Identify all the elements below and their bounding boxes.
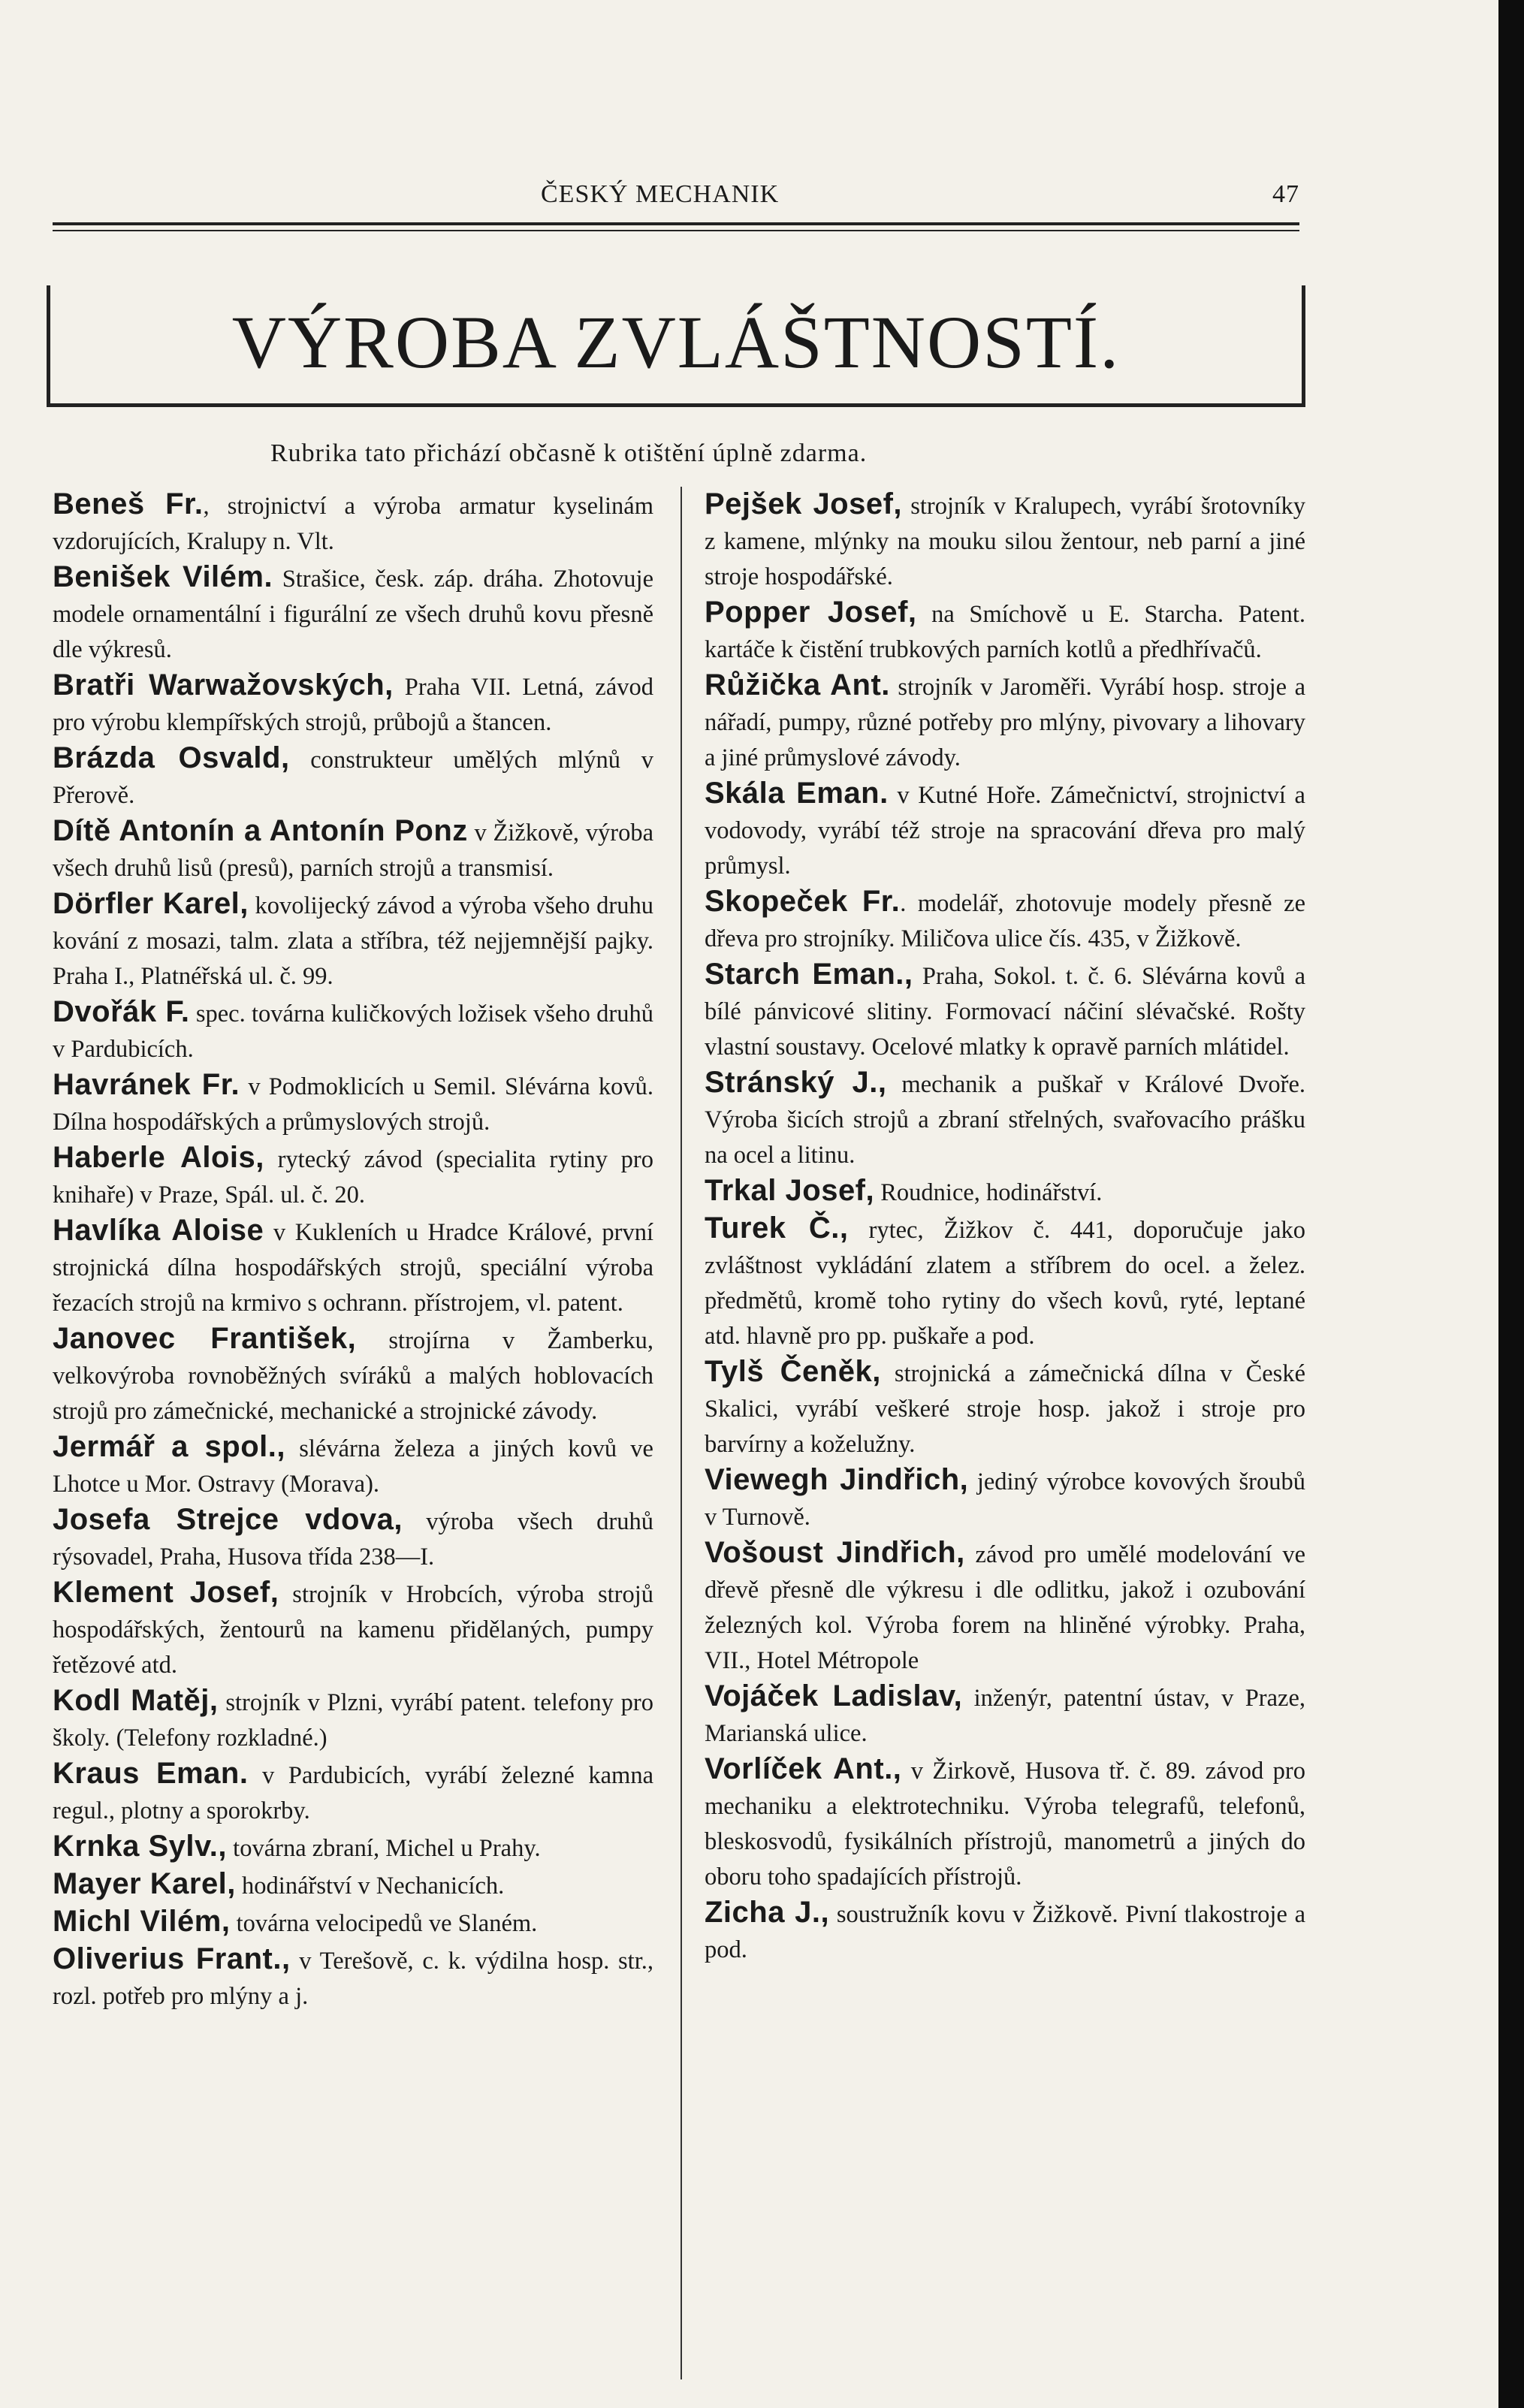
directory-entry [53,1904,653,1942]
directory-entry [705,1354,1305,1462]
entry-name: Trkal Josef, [705,1174,875,1207]
directory-entry [705,1895,1305,1968]
entry-name: Haberle Alois, [53,1141,264,1174]
directory-entry [53,1429,653,1502]
entry-name: Bratři Warwažovských, [53,668,394,702]
directory-entry [53,994,653,1067]
directory-entry [705,1752,1305,1895]
entry-name: Klement Josef, [53,1576,279,1609]
entry-name: Pejšek Josef, [705,487,903,521]
entry-text: Praha VII. Letná, závod pro výrobu klempířských strojů, průbojů a štancen. [53,674,654,736]
directory-entry [53,886,653,994]
entry-text: strojnická a zámečnická dílna v České Skalici, vyrábí veškeré stroje hosp. jakož i stroje pro barvírny a koželužny. [705,1360,1305,1458]
entry-name: Oliverius Frant., [53,1942,291,1975]
entry-name: Skopeček Fr. [705,885,901,918]
entry-text: v Kukleních u Hradce Králové, první strojnická dílna hospodářských strojů, speciální výroba řezacích strojů na krmivo s ochrann. přístrojem, vl. patent. [53,1219,653,1317]
directory-entry [53,487,653,560]
directory-entry [705,1211,1305,1354]
entry-text: mechanik a puškař v Králové Dvoře. Výroba šicích strojů a zbraní střelných, svařovacího prášku na ocel a litinu. [705,1071,1306,1169]
entry-name: Dörfler Karel, [53,887,249,920]
entry-name: Zicha J., [705,1896,830,1929]
entry-text: soustružník kovu v Žižkově. Pivní tlakostroje a pod. [705,1901,1305,1963]
directory-entry [53,1140,653,1213]
entry-text: v Terešově, c. k. výdilna hosp. str., rozl. potřeb pro mlýny a j. [53,1948,653,2010]
entry-name: Mayer Karel, [53,1867,236,1900]
entry-text: Roudnice, hodinářství. [874,1179,1103,1206]
left-column [53,487,653,2014]
directory-entry [705,668,1305,776]
page-number: 47 [1272,180,1299,208]
entry-name: Růžička Ant. [705,668,890,702]
entry-text: v Žižkově, výroba všech druhů lisů (presů), parních strojů a transmisí. [53,819,654,882]
entry-name: Josefa Strejce vdova, [53,1503,403,1536]
directory-entry [53,1866,653,1904]
entry-text: rytec, Žižkov č. 441, doporučuje jako zvláštnost vykládání zlatem a stříbrem do ocel. a želez. předmětů, kromě toho rytiny do všech kovů, ryté, leptané atd. hlavně pro pp. puškaře a pod. [705,1217,1306,1350]
entry-text: závod pro umělé modelování ve dřevě přesně dle výkresu i dle odlitku, jakož i ozubování železných kol. Výroba forem na hliněné výrobky. Praha, VII., Hotel Métropole [705,1541,1306,1674]
entry-name: Jermář a spol., [53,1430,286,1463]
entry-name: Havlíka Aloise [53,1214,264,1247]
entry-name: Skála Eman. [705,777,889,810]
entry-name: Popper Josef, [705,596,917,629]
entry-name: Kodl Matěj, [53,1684,219,1717]
entry-text: hodinářství v Nechanicích. [235,1872,505,1900]
entry-name: Tylš Čeněk, [705,1355,881,1388]
header-rule-thin [53,230,1299,231]
entry-text: v Podmoklicích u Semil. Slévárna kovů. Dílna hospodářských a průmyslových strojů. [53,1073,653,1136]
directory-entry [53,1942,653,2014]
running-title: ČESKÝ MECHANIK [541,180,780,208]
entry-text: výroba všech druhů rýsovadel, Praha, Husova třída 238—I. [53,1508,653,1571]
entry-text: kovolijecký závod a výroba všeho druhu kování z mosazi, talm. zlata a stříbra, též nejjemnější pajky. Praha I., Platnéřská ul. č. 99. [53,892,654,990]
entry-name: Beneš Fr. [53,487,204,521]
entry-text: . modelář, zhotovuje modely přesně ze dřeva pro strojníky. Miličova ulice čís. 435, v Žižkově. [705,890,1305,952]
directory-entry [53,1683,653,1756]
entry-name: Viewegh Jindřich, [705,1463,969,1496]
column-divider [681,487,682,2379]
entry-name: Vošoust Jindřich, [705,1536,965,1569]
entry-text: v Kutné Hoře. Zámečnictví, strojnictví a vodovody, vyrábí též stroje na spracování dřeva pro malý průmysl. [705,782,1305,880]
directory-entry [53,1829,653,1866]
directory-entry [53,1756,653,1829]
directory-entry [705,487,1305,595]
entry-text: Praha, Sokol. t. č. 6. Slévárna kovů a bílé pánvicové slitiny. Formovací náčiní slévačské. Rošty vlastní soustavy. Ocelové mlatky k opravě parních mlátidel. [705,963,1305,1061]
section-title: VÝROBA ZVLÁŠTNOSTÍ. [231,300,1121,384]
entry-text: inženýr, patentní ústav, v Praze, Marianská ulice. [705,1685,1305,1747]
entry-text: strojník v Hrobcích, výroba strojů hospodářských, žentourů na kamenu přidělaných, pumpy řetězové atd. [53,1581,653,1679]
directory-entry [53,560,653,668]
entry-text: spec. továrna kuličkových ložisek všeho druhů v Pardubicích. [53,1000,653,1063]
entry-text: na Smíchově u E. Starcha. Patent. kartáče k čistění trubkových parních kotlů a předhřívačů. [705,601,1305,663]
directory-entry [53,813,653,886]
directory-entry [53,1067,653,1140]
entry-text: Strašice, česk. záp. dráha. Zhotovuje modele ornamentální i figurální ze všech druhů kovu přesně dle výkresů. [53,566,653,663]
entry-name: Dítě Antonín a Antonín Ponz [53,814,468,847]
directory-entry [705,884,1305,957]
entry-text: construkteur umělých mlýnů v Přerově. [53,747,653,809]
entry-name: Krnka Sylv., [53,1830,228,1863]
running-header [53,180,1299,210]
entry-text: strojník v Jaroměři. Vyrábí hosp. stroje a nářadí, pumpy, různé potřeby pro mlýny, pivovary a lihovary a jiné průmyslové závody. [705,674,1305,771]
entry-text: rytecký závod (specialita rytiny pro knihaře) v Praze, Spál. ul. č. 20. [53,1146,654,1209]
header-rule-thick [53,222,1299,225]
entry-name: Havránek Fr. [53,1068,240,1101]
entry-name: Janovec František, [53,1322,357,1355]
directory-entry [53,1321,653,1429]
directory-entry [53,668,653,741]
directory-entry [705,1173,1305,1211]
entry-name: Brázda Osvald, [53,741,290,774]
directory-entry [705,1462,1305,1535]
directory-entry [53,1502,653,1575]
directory-entry [53,741,653,813]
directory-entry [705,1535,1305,1679]
entry-text: jediný výrobce kovových šroubů v Turnově. [705,1468,1305,1531]
directory-entry [53,1213,653,1321]
entry-text: , strojnictví a výroba armatur kyselinám vzdorujících, Kralupy n. Vlt. [53,493,654,555]
directory-entry [705,1065,1305,1173]
entry-text: strojírna v Žamberku, velkovýroba rovnoběžných svíráků a malých hoblovacích strojů pro zámečnické, mechanické a strojnické závody. [53,1327,653,1425]
entry-name: Kraus Eman. [53,1757,249,1790]
entry-text: strojník v Kralupech, vyrábí šrotovníky z kamene, mlýnky na mouku silou žentour, neb parní a jiné stroje hospodářské. [705,493,1305,590]
entry-text: továrna velocipedů ve Slaném. [230,1910,538,1937]
entry-name: Dvořák F. [53,995,190,1028]
entry-name: Starch Eman., [705,958,913,991]
entry-name: Stránský J., [705,1066,887,1099]
directory-entry [53,1575,653,1683]
section-banner [47,285,1305,407]
directory-entry [705,595,1305,668]
entry-text: slévárna železa a jiných kovů ve Lhotce u Mor. Ostravy (Morava). [53,1435,653,1498]
entry-name: Michl Vilém, [53,1905,231,1938]
entry-name: Benišek Vilém. [53,560,273,593]
directory-entry [705,776,1305,884]
directory-entry [705,1679,1305,1752]
entry-text: v Pardubicích, vyrábí železné kamna regul., plotny a sporokrby. [53,1762,654,1824]
entry-name: Vorlíček Ant., [705,1752,902,1785]
entry-text: v Žirkově, Husova tř. č. 89. závod pro mechaniku a elektrotechniku. Výroba telegrafů, telefonů, bleskosvodů, fysikálních přístrojů, manometrů a jiných do oboru toho spadajících přístrojů. [705,1758,1306,1890]
entry-text: strojník v Plzni, vyrábí patent. telefony pro školy. (Telefony rozkladné.) [53,1689,654,1752]
directory-entry [705,957,1305,1065]
right-column [705,487,1305,1968]
rubric-notice: Rubrika tato přichází občasně k otištění úplně zdarma. [270,439,868,467]
entry-name: Vojáček Ladislav, [705,1679,963,1712]
entry-text: továrna zbraní, Michel u Prahy. [227,1835,541,1862]
entry-name: Turek Č., [705,1212,849,1245]
